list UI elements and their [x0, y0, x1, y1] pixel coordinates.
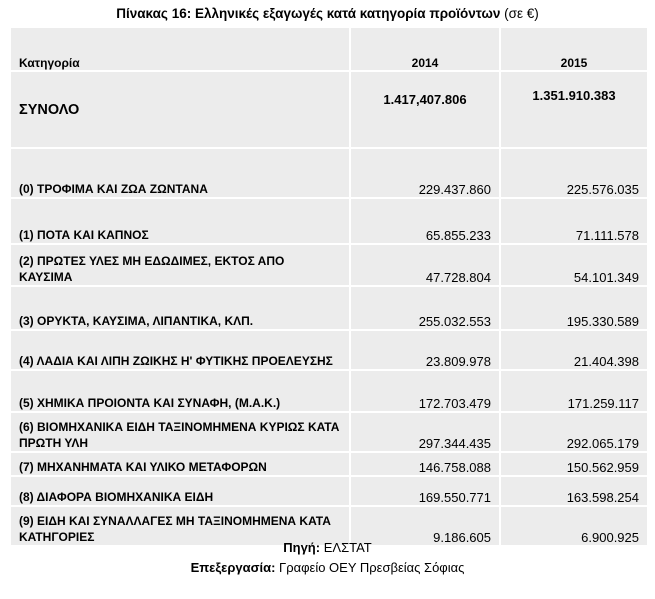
- total-2015: 1.351.910.383: [501, 72, 647, 149]
- row-label: (2) ΠΡΩΤΕΣ ΥΛΕΣ ΜΗ ΕΔΩΔΙΜΕΣ, ΕΚΤΟΣ ΑΠΟ ΚΑΥΣΙΜΑ: [11, 245, 351, 287]
- header-2015: 2015: [501, 28, 647, 72]
- row-label: (6) ΒΙΟΜΗΧΑΝΙΚΑ ΕΙΔΗ ΤΑΞΙΝΟΜΗΜΕΝΑ ΚΥΡΙΩΣ ΚΑΤΑ ΠΡΩΤΗ ΥΛΗ: [11, 413, 351, 453]
- table-row: [11, 199, 647, 245]
- row-label: (8) ΔΙΑΦΟΡΑ ΒΙΟΜΗΧΑΝΙΚΑ ΕΙΔΗ: [11, 477, 351, 507]
- table-header-row: [11, 28, 647, 72]
- table-title: [0, 6, 655, 21]
- table-row: [11, 245, 647, 287]
- row-2014: 297.344.435: [351, 413, 501, 453]
- row-2014: 169.550.771: [351, 477, 501, 507]
- row-2014: 9.186.605: [351, 507, 501, 547]
- table-row: [11, 331, 647, 371]
- row-2014: 172.703.479: [351, 371, 501, 413]
- row-2015: 6.900.925: [501, 507, 647, 547]
- processing-value: Γραφείο ΟΕΥ Πρεσβείας Σόφιας: [279, 560, 465, 575]
- processing-label: Επεξεργασία:: [190, 560, 276, 575]
- total-2014: 1.417,407.806: [351, 72, 501, 149]
- table-row: [11, 453, 647, 477]
- source-line: [0, 540, 655, 555]
- row-2015: 150.562.959: [501, 453, 647, 477]
- row-2015: 21.404.398: [501, 331, 647, 371]
- table-row: [11, 149, 647, 199]
- row-2014: 47.728.804: [351, 245, 501, 287]
- row-2014: 65.855.233: [351, 199, 501, 245]
- total-label: ΣΥΝΟΛΟ: [11, 72, 351, 149]
- row-2015: 225.576.035: [501, 149, 647, 199]
- header-category: Κατηγορία: [11, 28, 351, 72]
- table-title-main: Πίνακας 16: Ελληνικές εξαγωγές κατά κατηγορία προϊόντων: [116, 6, 501, 21]
- total-row: [11, 72, 647, 149]
- table-title-unit: (σε €): [504, 6, 539, 21]
- row-2015: 71.111.578: [501, 199, 647, 245]
- row-label: (9) ΕΙΔΗ ΚΑΙ ΣΥΝΑΛΛΑΓΕΣ ΜΗ ΤΑΞΙΝΟΜΗΜΕΝΑ ΚΑΤΑ ΚΑΤΗΓΟΡΙΕΣ: [11, 507, 351, 547]
- row-2015: 171.259.117: [501, 371, 647, 413]
- row-label: (0) ΤΡΟΦΙΜΑ ΚΑΙ ΖΩΑ ΖΩΝΤΑΝΑ: [11, 149, 351, 199]
- processing-line: [0, 560, 655, 575]
- row-label: (5) ΧΗΜΙΚΑ ΠΡΟΙΟΝΤΑ ΚΑΙ ΣΥΝΑΦΗ, (Μ.Α.Κ.): [11, 371, 351, 413]
- table-row: [11, 371, 647, 413]
- row-label: (1) ΠΟΤΑ ΚΑΙ ΚΑΠΝΟΣ: [11, 199, 351, 245]
- row-label: (3) ΟΡΥΚΤΑ, ΚΑΥΣΙΜΑ, ΛΙΠΑΝΤΙΚΑ, ΚΛΠ.: [11, 287, 351, 331]
- row-2014: 255.032.553: [351, 287, 501, 331]
- row-2015: 292.065.179: [501, 413, 647, 453]
- row-2014: 229.437.860: [351, 149, 501, 199]
- row-2014: 146.758.088: [351, 453, 501, 477]
- header-2014: 2014: [351, 28, 501, 72]
- row-2015: 195.330.589: [501, 287, 647, 331]
- source-label: Πηγή:: [283, 540, 321, 555]
- table-row: [11, 477, 647, 507]
- row-2014: 23.809.978: [351, 331, 501, 371]
- exports-table: [11, 28, 647, 547]
- table-row: [11, 287, 647, 331]
- row-label: (4) ΛΑΔΙΑ ΚΑΙ ΛΙΠΗ ΖΩΙΚΗΣ Η' ΦΥΤΙΚΗΣ ΠΡΟΕΛΕΥΣΗΣ: [11, 331, 351, 371]
- table-row: [11, 413, 647, 453]
- row-label: (7) ΜΗΧΑΝΗΜΑΤΑ ΚΑΙ ΥΛΙΚΟ ΜΕΤΑΦΟΡΩΝ: [11, 453, 351, 477]
- source-value: ΕΛΣΤΑΤ: [323, 540, 372, 555]
- row-2015: 163.598.254: [501, 477, 647, 507]
- row-2015: 54.101.349: [501, 245, 647, 287]
